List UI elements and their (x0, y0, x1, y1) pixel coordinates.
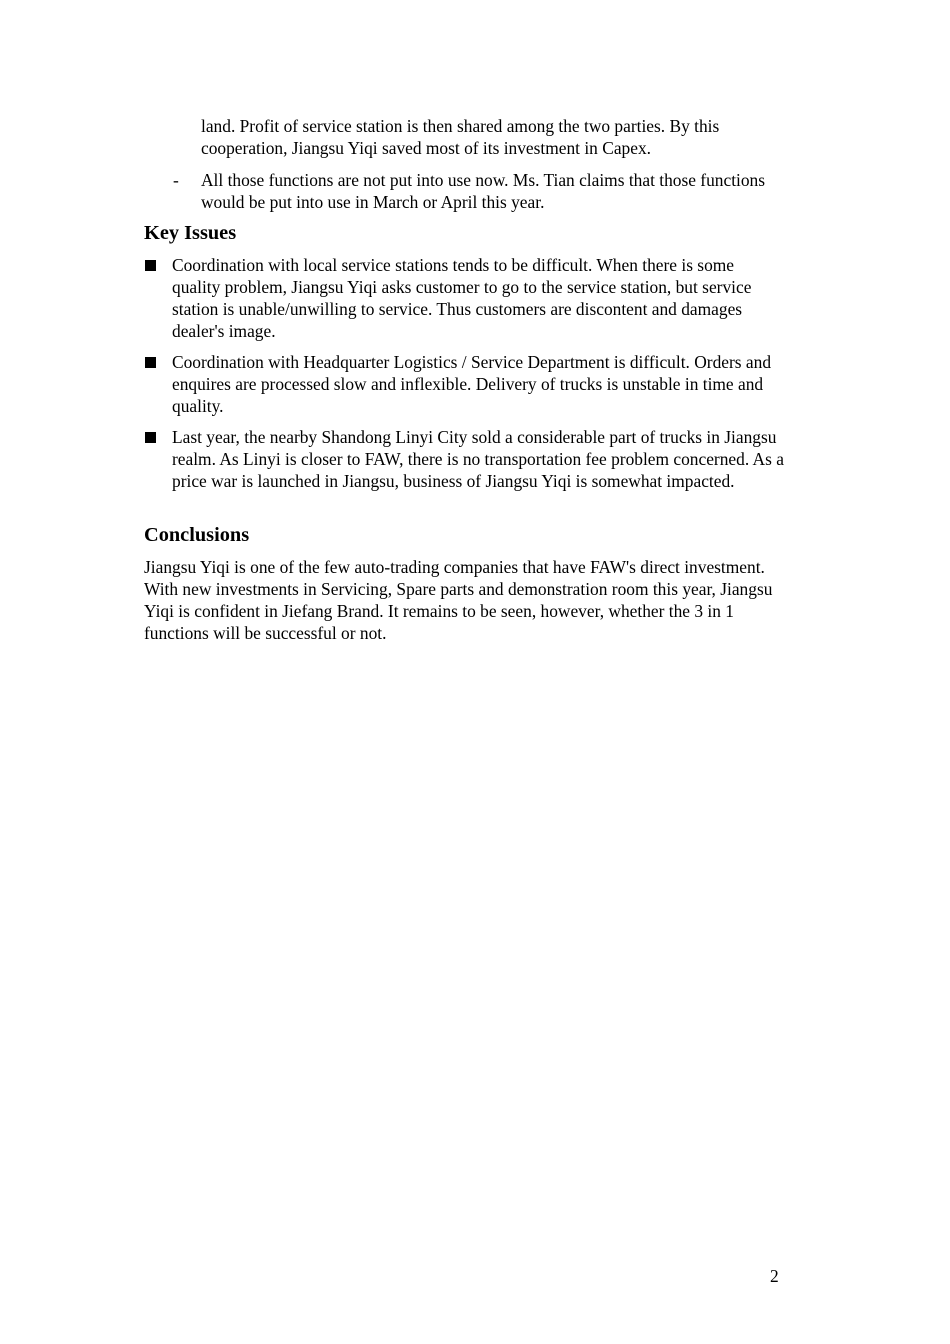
conclusions-paragraph: Jiangsu Yiqi is one of the few auto-trading companies that have FAW's direct investment. With new investments in Servicing, Spare parts and demonstration room this year, Jiangsu Yiqi is confident in Jiefang Brand. It remains to be seen, however, whether the 3 in 1 functions will be successful or not. (144, 557, 773, 643)
page-number: 2 (770, 1266, 779, 1286)
square-bullet-icon (145, 432, 156, 443)
list-item-text: Coordination with Headquarter Logistics / Service Department is difficult. Orders and enquires are processed slow and inflexible. Delivery of trucks is unstable in time and quality. (172, 352, 772, 416)
square-bullet-icon (145, 357, 156, 368)
list-item-text: Last year, the nearby Shandong Linyi City sold a considerable part of trucks in Jiangsu realm. As Linyi is closer to FAW, there is no transportation fee problem concerned. As a price war is launched in Jiangsu, business of Jiangsu Yiqi is somewhat impacted. (172, 427, 784, 491)
list-item (144, 351, 784, 417)
square-bullet-icon (145, 260, 156, 271)
dash-list-item-text: All those functions are not put into use now. Ms. Tian claims that those functions would be put into use in March or April this year. (201, 170, 766, 212)
continuation-paragraph: land. Profit of service station is then shared among the two parties. By this cooperation, Jiangsu Yiqi saved most of its investment in Capex. (201, 116, 720, 158)
list-item (144, 254, 784, 342)
dash-bullet: - (173, 170, 179, 190)
list-item (144, 426, 784, 492)
key-issues-heading: Key Issues (144, 222, 237, 244)
list-item-text: Coordination with local service stations tends to be difficult. When there is some quality problem, Jiangsu Yiqi asks customer to go to the service station, but service station is unable/unwilling to service. Thus customers are discontent and damages dealer's image. (172, 255, 752, 341)
key-issues-list (144, 254, 784, 501)
conclusions-heading: Conclusions (144, 524, 250, 546)
